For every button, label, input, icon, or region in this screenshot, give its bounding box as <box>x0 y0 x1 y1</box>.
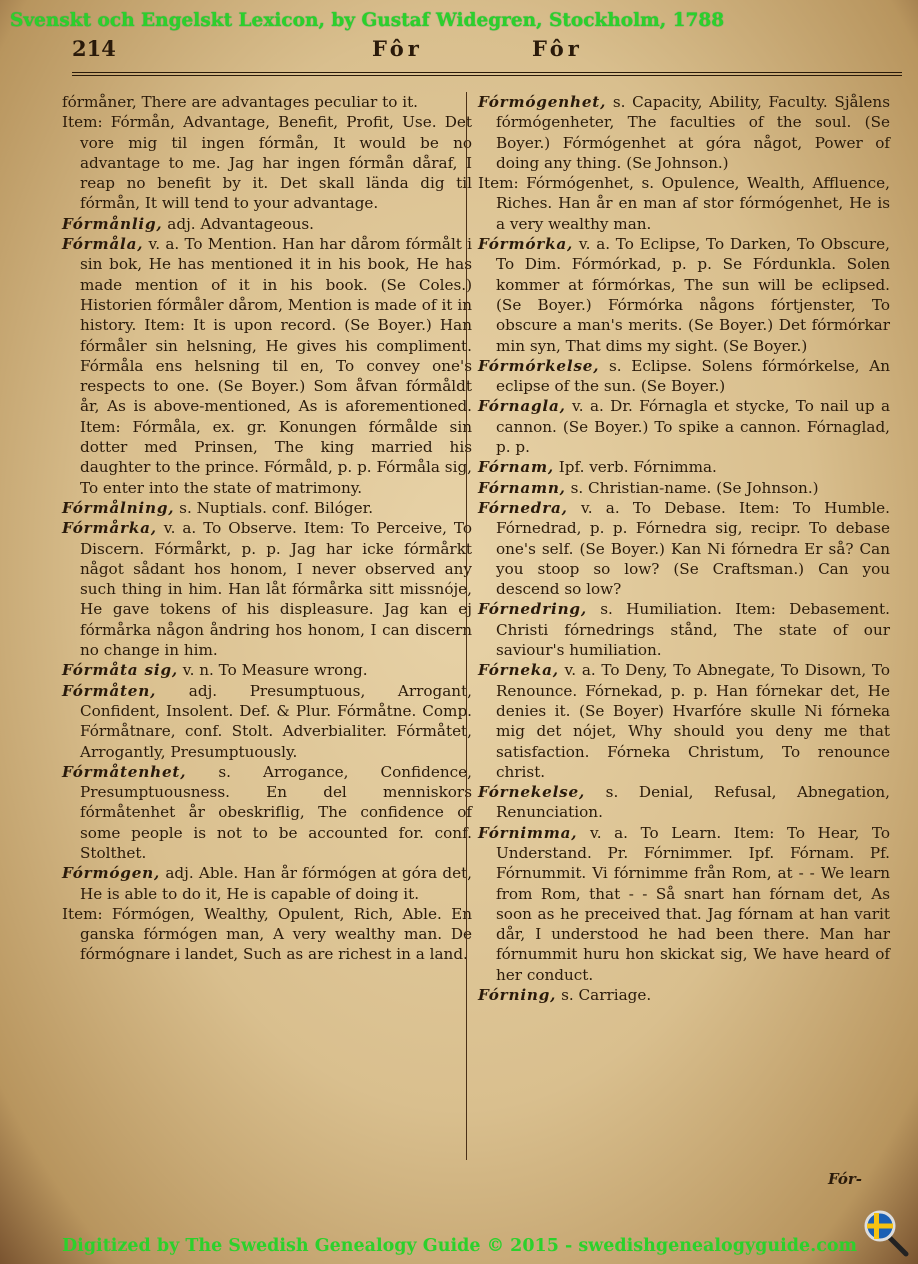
dictionary-entry <box>62 762 472 863</box>
dictionary-entry <box>62 863 472 904</box>
dictionary-entry <box>478 782 890 823</box>
entry-definition: Item: Fórmógen, Wealthy, Opulent, Rich, Able. En ganska fórmógen man, A very wealthy man. De fórmógnare i landet, Such as are richest in a land. <box>62 904 472 964</box>
entry-definition: s. Arrogance, Confidence, Presumptuousness. En del menniskors fórmåtenhet år obeskriflig, The confidence of some people is not to be accounted for. conf. Stolthet. <box>80 762 472 862</box>
page-number: 214 <box>72 36 116 61</box>
entry-headword: Fórnagla, <box>478 397 566 416</box>
entry-definition: s. Denial, Refusal, Abnegation, Renunciation. <box>496 783 890 822</box>
entry-definition: v. n. To Measure wrong. <box>177 661 368 680</box>
entry-definition: v. a. To Eclipse, To Darken, To Obscure, To Dim. Fórmórkad, p. p. Se Fórdunkla. Solen kommer at fórmórkas, The sun will be eclipsed. (Se Boyer.) Fórmórka någons fórtjenster, To obscure a man's merits. (Se Boyer.) Det fórmórkar min syn, That dims my sight. (Se Boyer.) <box>496 235 890 355</box>
running-headword-right: Fôr <box>532 36 583 61</box>
header-rule <box>72 72 902 76</box>
dictionary-entry <box>478 823 890 985</box>
entry-definition: v. a. To Debase. Item: To Humble. Fórnedrad, p. p. Fórnedra sig, recipr. To debase one's self. (Se Boyer.) Kan Ni fórnedra Er så? Can you stoop so low? (Se Craftsman.) Can you descend so low? <box>496 498 890 599</box>
entry-definition: fórmåner, There are advantages peculiar to it. <box>62 93 419 111</box>
column-divider <box>466 92 467 1160</box>
dictionary-entry <box>62 214 472 234</box>
entry-definition: adj. Presumptuous, Arrogant, Confident, Insolent. Def. & Plur. Fórmåtne. Comp. Fórmåtnare, conf. Stolt. Adverbialiter. Fórmåtet, Arrogantly, Presumptuously. <box>80 681 472 761</box>
dictionary-entry <box>62 660 472 680</box>
dictionary-entry <box>62 234 472 498</box>
dictionary-entry <box>478 457 890 477</box>
entry-headword: Fórnimma, <box>478 823 578 842</box>
entry-definition: v. a. To Mention. Han har dårom fórmålt i sin bok, He has mentioned it in his book, He has made mention of it in his book. (Se Coles.) Historien fórmåler dårom, Mention is made of it in history. Item: It is upon record. (Se Boyer.) Han fórmåler sin helsning, He gives his compliment. Fórmåla ens helsning til en, To convey one's respects to one. (Se Boyer.) Som åfvan fórmåldt år, As is above-mentioned, As is aforementioned. Item: Fórmåla, ex. gr. Konungen fórmålde sin dotter med Prinsen, The king married his daughter to the prince. Fórmåld, p. p. Fórmåla sig, To enter into the state of matrimony. <box>80 235 472 497</box>
dictionary-entry <box>478 498 890 599</box>
entry-headword: Fórmórkelse, <box>478 356 600 375</box>
left-column <box>62 92 472 965</box>
entry-headword: Fórning, <box>478 986 557 1005</box>
entry-headword: Fórmåten, <box>62 681 157 700</box>
entry-definition: Item: Fórmån, Advantage, Benefit, Profit, Use. Det vore mig til ingen fórmån, It would be no advantage to me. Jag har ingen fórmån dåraf, I reap no benefit by it. Det skall lända dig til fórmån, It will tend to your advantage. <box>62 113 472 213</box>
entry-headword: Fórmåtenhet, <box>62 762 187 781</box>
dictionary-entry <box>478 478 890 498</box>
entry-definition: adj. Able. Han år fórmógen at góra det, He is able to do it, He is capable of doing it. <box>80 864 472 903</box>
entry-headword: Fórnedring, <box>478 600 587 619</box>
dictionary-entry <box>478 660 890 782</box>
entry-definition: s. Carriage. <box>556 986 652 1005</box>
entry-definition: s. Nuptials. conf. Bilóger. <box>174 498 374 517</box>
entry-headword: Fórneka, <box>478 661 559 680</box>
entry-headword: Fórmåla, <box>62 235 144 254</box>
entry-definition: v. a. To Deny, To Abnegate, To Disown, To Renounce. Fórnekad, p. p. Han fórnekar det, He denies it. (Se Boyer) Hvarfóre skulle Ni fórneka mig det nójet, Why should you deny me that satisfaction. Fórneka Christum, To renounce christ. <box>496 661 890 781</box>
entry-definition: adj. Advantageous. <box>162 214 314 233</box>
running-headword-left: Fôr <box>372 36 423 61</box>
dictionary-entry <box>62 498 472 518</box>
entry-headword: Fórnam, <box>478 458 554 477</box>
catchword: Fór- <box>828 1170 862 1188</box>
entry-headword: Fórmålning, <box>62 498 175 517</box>
dictionary-entry <box>62 518 472 660</box>
entry-headword: Fórnedra, <box>478 498 568 517</box>
entry-definition: s. Capacity, Ability, Faculty. Sjålens fórmógenheter, The faculties of the soul. (Se Boyer.) Fórmógenhet at góra något, Power of doing any thing. (Se Johnson.) <box>496 93 890 172</box>
entry-definition: v. a. To Observe. Item: To Perceive, To Discern. Fórmårkt, p. p. Jag har icke fórmårkt något sådant hos honom, I never observed any such thing in him. Han låt fórmårka sitt missnóje, He gave tokens of his displeasure. Jag kan ej fórmårka någon åndring hos honom, I can discern no change in him. <box>80 519 472 660</box>
entry-headword: Fórmórka, <box>478 235 574 254</box>
dictionary-entry <box>478 356 890 397</box>
running-head <box>72 36 892 66</box>
entry-definition: s. Christian-name. (Se Johnson.) <box>565 478 819 497</box>
entry-definition: s. Eclipse. Solens fórmórkelse, An eclipse of the sun. (Se Boyer.) <box>496 356 890 396</box>
entry-headword: Fórmårka, <box>62 519 157 538</box>
entry-headword: Fórmånlig, <box>62 214 163 233</box>
dictionary-entry <box>478 92 890 173</box>
dictionary-entry <box>62 681 472 762</box>
dictionary-entry <box>478 599 890 660</box>
entry-definition: Item: Fórmógenhet, s. Opulence, Wealth, Affluence, Riches. Han år en man af stor fórmógenhet, He is a very wealthy man. <box>478 174 890 233</box>
entry-definition: v. a. Dr. Fórnagla et stycke, To nail up a cannon. (Se Boyer.) To spike a cannon. Fórnaglad, p. p. <box>496 397 890 457</box>
dictionary-entry <box>62 92 472 112</box>
dictionary-entry <box>62 904 472 965</box>
entry-definition: v. a. To Learn. Item: To Hear, To Understand. Pr. Fórnimmer. Ipf. Fórnam. Pf. Fórnummit. Vi fórnimme från Rom, at - - We learn from Rom, that - - Så snart han fórnam det, As soon as he preceived that. Jag fórnam at han varit dår, I understood he had been there. Man har fórnummit huru hon skickat sig, We have heard of her conduct. <box>496 823 890 984</box>
source-banner: Svenskt och Engelskt Lexicon, by Gustaf Widegren, Stockholm, 1788 <box>10 10 725 31</box>
swedish-flag-magnifier-icon <box>862 1208 910 1258</box>
dictionary-entry <box>478 234 890 356</box>
entry-headword: Fórmåta sig, <box>62 661 178 680</box>
dictionary-entry <box>478 396 890 457</box>
entry-headword: Fórnamn, <box>478 478 566 497</box>
entry-headword: Fórnekelse, <box>478 783 586 802</box>
entry-headword: Fórmógenhet, <box>478 93 607 111</box>
dictionary-entry <box>478 173 890 234</box>
digitization-footer: Digitized by The Swedish Genealogy Guide © 2015 - swedishgenealogyguide.com <box>62 1236 858 1256</box>
dictionary-entry <box>478 985 890 1005</box>
right-column <box>478 92 890 1005</box>
entry-definition: s. Humiliation. Item: Debasement. Christi fórnedrings stånd, The state of our saviour's humiliation. <box>496 600 890 660</box>
entry-definition: Ipf. verb. Fórnimma. <box>553 458 717 477</box>
entry-headword: Fórmógen, <box>62 864 161 883</box>
dictionary-entry <box>62 112 472 213</box>
